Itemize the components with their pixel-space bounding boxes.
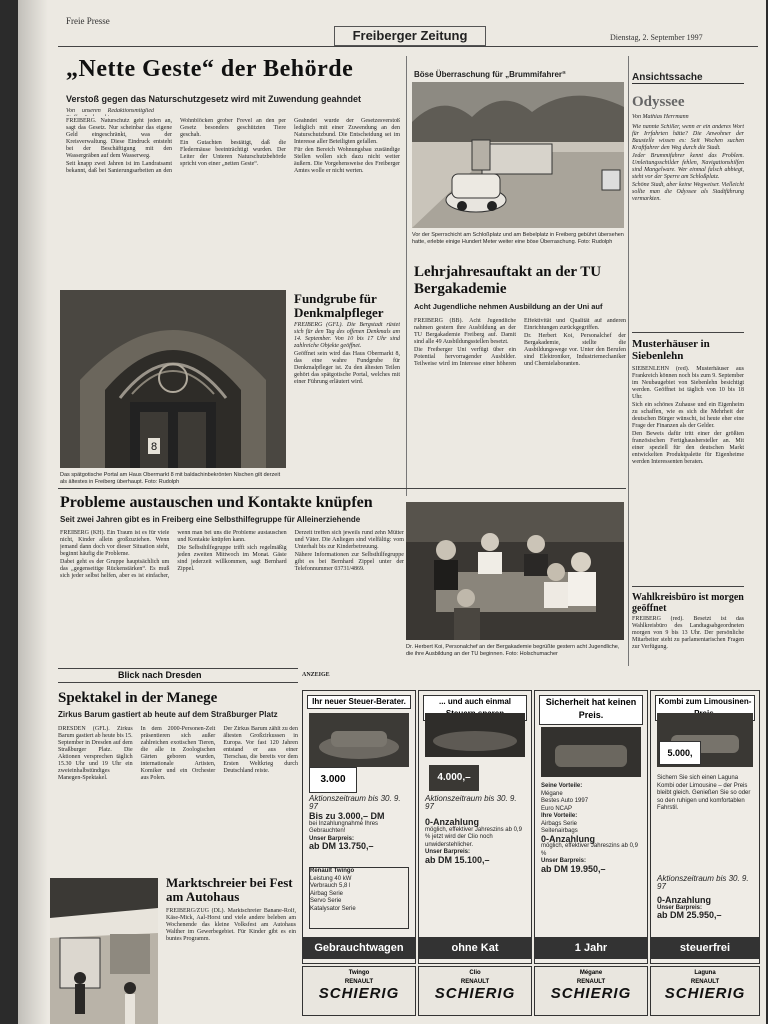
street-image (412, 82, 624, 228)
tu-subheadline: Acht Jugendliche nehmen Ausbildung an der Uni auf (414, 302, 603, 311)
portal-photo (60, 290, 286, 468)
ad2-car-image (425, 713, 525, 757)
ad4-title: Kombi zum Limousinen- (655, 695, 755, 721)
ad1-table: Renault Twingo Leistung 40 kW Verbrauch 5,8 l Airbag Serie Servo Serie Katalysator Serie (309, 867, 409, 929)
ad2-offer: 0-Anzahlung möglich, effektiver Jahreszins ab 0,9 % jetzt wird der Clio noch unwiderstehlicher. Unser Barpreis: ab DM 15.100,– (425, 817, 522, 865)
ad1-title: Ihr neuer Steuer-Berater. (307, 695, 411, 709)
ad4-price-badge: 5.000, (659, 741, 701, 765)
wahlkreisbuero-headline: Wahlkreisbüro ist morgen geöffnet (632, 592, 744, 614)
manege-subheadline: Zirkus Barum gastiert ab heute auf dem Straßburger Platz (58, 710, 278, 719)
ad4-aktion: Aktionszeitraum bis 30. 9. 97 (657, 874, 749, 891)
group-caption: Dr. Herbert Koi, Personalchef an der Bergakademie begrüßte gestern acht Jugendliche, die ihre Ausbildung an der TU beginnen. Foto: Holschumacher (406, 644, 620, 657)
dresden-kicker: Blick nach Dresden (118, 670, 202, 680)
svg-text:8: 8 (150, 441, 158, 453)
ad1-footer: Gebrauchtwagen (303, 937, 415, 959)
ad2-title: ... und auch einmal (423, 695, 527, 721)
ad-steuer (302, 690, 416, 964)
ad3-list: Seine Vorteile: Mégane Bestes Auto 1997 Euro NCAP Ihre Vorteile: Airbags Serie Seitenairbags 0-Anzahlung möglich, effektiver Jahreszins ab 0,9 % Unser Barpreis: ab DM 19.950,– (541, 783, 638, 874)
ad-sicherheit (534, 690, 648, 964)
truck-kicker: Böse Überraschung für „Brummifahrer“ (414, 70, 567, 79)
street-caption: Vor der Sperrschicht am Schloßplatz und am Bebelplatz in Freiberg gebührt übersehen hatte, erlebte einige Hundert Meter weiter eine böse Überraschung. Foto: Rudolph (412, 232, 624, 245)
ad2-footer: ohne Kat (419, 937, 531, 959)
ad1-dealer-logo: Twingo RENAULT SCHIERIG (302, 966, 416, 1016)
ad2-dealer-logo: Clio RENAULT SCHIERIG (418, 966, 532, 1016)
ad1-price-badge: 3.000 (309, 767, 357, 793)
ad4-text: Sichern Sie sich einen Laguna Kombi oder Limousine – der Preis bleibt gleich. Genießen Sie so oder so den ruhigen und komfortablen Fahrstil. (657, 775, 751, 811)
fundgrube-body: FREIBERG (GFL). Die Bergstadt rüstet sich für den Tag des offenen Denkmals am 14. September. Von 10 bis 17 Uhr sind zahlreiche Objekte geöffnet. Geöffnet sein wird das Haus Obermarkt 8, das eine wahre Fundgrube für Denkmalpfleger ist. Zu den ältesten Teilen gehört das spätgotische Portal, welches mit einer Führung erläutert wird. (294, 322, 400, 385)
ad1-aktion: Aktionszeitraum bis 30. 9. 97 (309, 794, 401, 811)
market-image (50, 878, 158, 1024)
lead-headline: „Nette Geste“ der Behörde (66, 56, 354, 82)
marktschreier-body: FREIBERG/ZUG (DL). Marktschreier Banane-Rolf, Käse-Mick, Aal-Horst und viele andere beleben am Wochenende das kleine Volksfest am Autohaus Walther im Gewerbegebiet. Für Kinder gibt es ein buntes Programm. (166, 908, 296, 942)
ad1-car-image (309, 713, 409, 767)
ad3-dealer-logo: Mégane RENAULT SCHIERIG (534, 966, 648, 1016)
lead-subheadline: Verstoß gegen das Naturschutzgesetz wird mit Zuwendung geahndet (66, 94, 362, 104)
ad-ohne-kat (418, 690, 532, 964)
ad3-footer: 1 Jahr (535, 937, 647, 959)
opinion-body: Wie nannte Schiller, wenn er ein anderes Wort für Irrfahrten hätte? Die Anwohner der Baustelle wissen es: Seit Wochen suchen Kraftfahrer den Weg durch die Stadt. Jeder Brummifahrer kennt das Problem. Umleitungsschilder fehlen, Navigationshilfen sind Mangelware. Wer einmal falsch abbiegt, steht vor der Sperre am Schloßplatz. Schöne Stadt, aber keine Wegweiser. Vielleicht sollte man die Odyssee als Stadtführung vermarkten. (632, 124, 744, 202)
manege-headline: Spektakel in der Manege (58, 690, 218, 706)
tu-headline: Lehrjahresauftakt an der TU Bergakademie (414, 264, 602, 297)
ad1-offer: Bis zu 3.000,– DM bei Inzahlungnahme Ihres Gebrauchten! Unser Barpreis: ab DM 13.750,– (309, 811, 385, 851)
probleme-body: FREIBERG (KH). Ein Traum ist es für viele nicht, Kinder allein großzuziehen. Wenn jemand dann doch vor dieser Situation steht, beginnt häufig die Probleme. Dabei geht es der Gruppe hauptsächlich um das „gegenseitige Rückenstärken“. Es muß sich jeder selbst helfen, aber es ist einfacher, wenn man bei uns die Probleme austauschen und Kontakte knüpfen kann. Die Selbsthilfegruppe trifft sich regelmäßig jeden zweiten Mittwoch im Monat. Gäste sind jederzeit willkommen, sagt Bernhard Zippel. Derzeit treffen sich jeweils rund zehn Mütter und Väter. Die Anliegen sind vielfältig: vom Unterhalt bis zur Kinderbetreuung. Nähere Informationen zur Selbsthilfegruppe gibt es bei Bernhard Zippel unter der Telefonnummer 03731/4869. (60, 530, 404, 579)
group-photo (406, 502, 624, 640)
fundgrube-headline: Fundgrube für Denkmalpfleger (294, 291, 384, 320)
marktschreier-headline: Marktschreier bei Fest am Autohaus (166, 875, 293, 904)
street-photo (412, 82, 624, 228)
ad-steuerfrei (650, 690, 760, 964)
issue-date: Dienstag, 2. September 1997 (610, 33, 703, 42)
probleme-subheadline: Seit zwei Jahren gibt es in Freiberg eine Selbsthilfegruppe für Alleinerziehende (60, 515, 361, 524)
tu-body: FREIBERG (BB). Acht Jugendliche nahmen gestern ihre Ausbildung an der TU Bergakademie Freiberg auf. Damit sind alle 49 Ausbildungsstellen besetzt. Die Freiberger Uni verfügt über ein Potential hervorragender Ausbilder. Teilweise wird im Interesse einer höheren Effektivität und Qualität auf anderen Einrichtungen zurückgegriffen. Dr. Herbert Koi, Personalchef der Bergakademie, stellte die Ausbildungswege vor. Unter den Berufen sind Elektroniker, Industriemechaniker und Chemielaboranten. (414, 318, 626, 367)
ad2-price-badge: 4.000,– (429, 765, 479, 791)
lead-byline: Von unseren Redaktionsmitglied (66, 108, 154, 114)
ad4-offer: 0-Anzahlung Unser Barpreis: ab DM 25.950,– (657, 895, 722, 920)
opinion-headline: Odyssee (632, 94, 685, 110)
wahlkreisbuero-body: FREIBERG (red). Besetzt ist das Wahlkreisbüro des Landtagsabgeordneten morgen von 9 bis 13 Uhr. Der persönliche Mitarbeiter steht zu parlamentarischen Fragen zur Verfügung. (632, 616, 744, 650)
musterhaeuser-body: SIEBENLEHN (red). Musterhäuser aus Frankreich können noch bis zum 9. September im Neubaugebiet von Siebenlehn besichtigt werden. Geöffnet ist täglich von 10 bis 18 Uhr. Sich ein schönes Zuhause und ein Eigenheim zu schaffen, wie es sich die Mehrheit der deutschen Bürger wünscht, ist heute eher eine Frage der Finanzen als der Gelder. Den Beweis dafür tritt einer der größten französischen Fertighaushersteller an. Mit einer speziell für den deutschen Markt entwickelten Produktpalette für Eigenheime werden Interessenten beraten. (632, 366, 744, 465)
group-image (406, 502, 624, 640)
market-photo (50, 878, 158, 1024)
masthead: Freiberger Zeitung (334, 26, 486, 46)
ad4-dealer-logo: Laguna RENAULT SCHIERIG (650, 966, 760, 1016)
publication-name: Freie Presse (66, 16, 110, 26)
lead-body: FREIBERG. Naturschutz geht jeden an, sagt das Gesetz. Nur scheinbar das eigene Geld eingeschränkt, was der Kreisverwaltung. Diese Eindruck entsteht bei der Beschäftigung mit den Wassergräben auf dem Wasserweg. Seit knapp zwei Jahren ist im Landratsamt bekannt, daß bei Sanierungsarbeiten an den Wohnblöcken grober Frevel an den per Gesetz besonders geschützten Tiere geschah. Ein Gutachten bestätigt, daß die Fledermäuse beeinträchtigt wurden. Der Leiter der Unteren Naturschutzbehörde spricht von einer „netten Geste“. Geahndet wurde der Gesetzesverstoß lediglich mit einer Zuwendung an den Naturschutzbund. Die Entscheidung sei im Interesse aller Beteiligten gefallen. Für den Bereich Wohnungsbau zuständige Stellen wollen sich dazu nicht weiter äußern. Die Vorgehensweise des Freiberger Amtes wolle er nicht werten. (66, 118, 400, 174)
ad3-car-image (541, 727, 641, 777)
ad-label: ANZEIGE (302, 672, 330, 678)
portal-image (60, 290, 286, 468)
ad4-footer: steuerfrei (651, 937, 759, 959)
manege-body: DRESDEN (GFL). Zirkus Barum gastiert ab heute bis 15. September in Dresden auf dem Straßburger Platz. Die Aktionen versprechen täglich 15.30 Uhr und 19 Uhr ein zweieinhalbstündiges Manegen-Spektakel. In dem 2000-Personen-Zelt präsentieren sich außer zahlreichen exotischen Tieren, die alle in Zoologischen Gärten geboren wurden, internationale Artisten, Komiker und ein Orchester aus Polen. Der Zirkus Barum zählt zu den ältesten Großzirkussen in Europa. Vor fast 120 Jahren entstand er aus einer Tierschau, die bereits vor dem Ersten Weltkrieg durch Deutschland reiste. (58, 726, 298, 781)
portal-caption: Das spätgotische Portal am Haus Obermarkt 8 mit baldachinbekrönten Nischen gilt derzeit als ältestes in Freiberg überhaupt. Foto: Rudolph (60, 472, 281, 485)
ad3-title: Sicherheit hat keinen Preis. (539, 695, 643, 725)
probleme-headline: Probleme austauschen und Kontakte knüpfen (60, 494, 373, 511)
opinion-author: Von Mathias Herrmann (632, 114, 689, 120)
opinion-label: Ansichtssache (632, 72, 744, 84)
ad2-aktion: Aktionszeitraum bis 30. 9. 97 (425, 794, 517, 811)
newspaper-page (18, 0, 766, 1024)
musterhaeuser-headline: Musterhäuser in Siebenlehn (632, 338, 710, 362)
